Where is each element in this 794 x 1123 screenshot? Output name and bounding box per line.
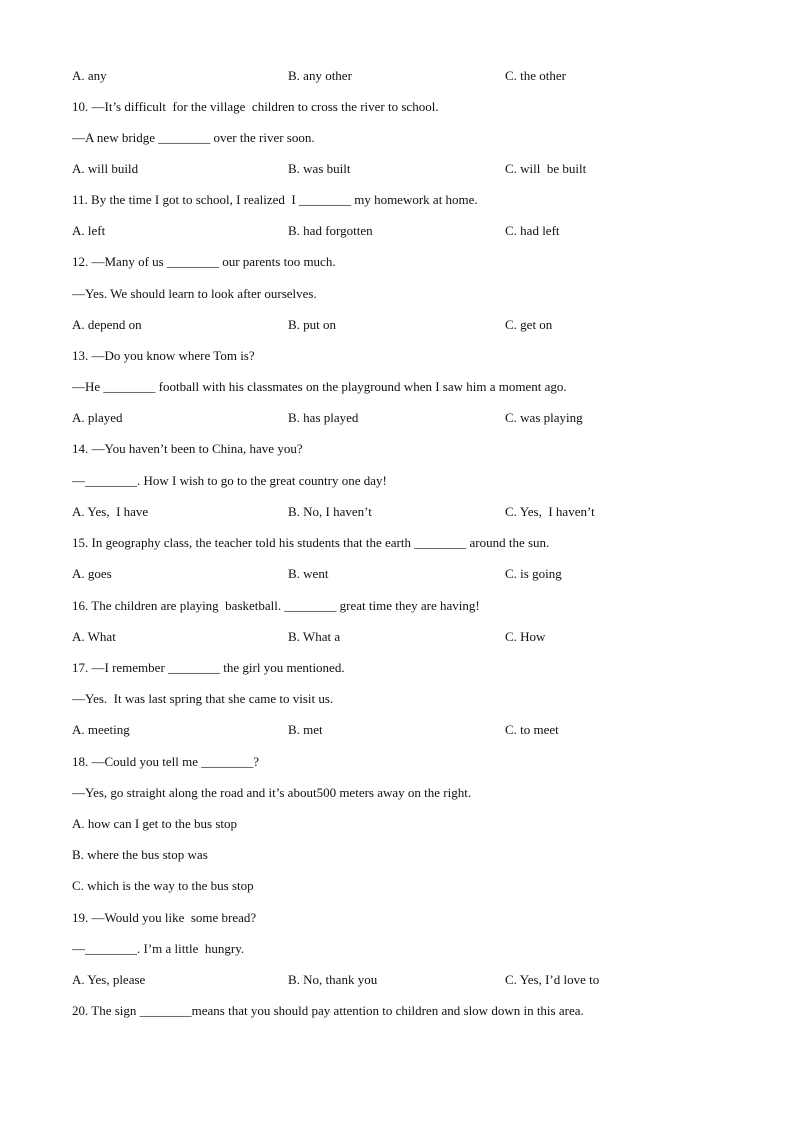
option-a: A. will build xyxy=(72,161,139,176)
option-a: A. goes xyxy=(72,566,112,581)
option-a: A. depend on xyxy=(72,317,142,332)
option-b: B. No, I haven’t xyxy=(288,504,372,519)
option-c: C. get on xyxy=(505,317,553,332)
option-b: B. had forgotten xyxy=(288,223,373,238)
dialogue-line: —________. I’m a little hungry. xyxy=(72,941,245,956)
dialogue-line: —Yes, go straight along the road and it’s about500 meters away on the right. xyxy=(72,785,472,800)
question-line: 13. —Do you know where Tom is? xyxy=(72,348,255,363)
option-c: C. had left xyxy=(505,223,560,238)
dialogue-line: —Yes. It was last spring that she came to visit us. xyxy=(72,691,334,706)
dialogue-line: —Yes. We should learn to look after ourselves. xyxy=(72,286,317,301)
option-a: A. any xyxy=(72,68,107,83)
option-a: A. Yes, I have xyxy=(72,504,149,519)
option-c: C. will be built xyxy=(505,161,587,176)
option-b: B. was built xyxy=(288,161,351,176)
option-b: B. where the bus stop was xyxy=(72,847,208,862)
options-row xyxy=(72,566,732,582)
options-row xyxy=(72,504,732,520)
option-b: B. No, thank you xyxy=(288,972,378,987)
options-row xyxy=(72,722,732,738)
options-row xyxy=(72,410,732,426)
options-row xyxy=(72,161,732,177)
question-line: 20. The sign ________means that you should pay attention to children and slow down in this area. xyxy=(72,1003,584,1018)
option-c: C. was playing xyxy=(505,410,583,425)
question-line: 10. —It’s difficult for the village children to cross the river to school. xyxy=(72,99,439,114)
dialogue-line: —He ________ football with his classmates on the playground when I saw him a moment ago. xyxy=(72,379,567,394)
option-a: A. left xyxy=(72,223,106,238)
option-a: A. Yes, please xyxy=(72,972,146,987)
option-c: C. to meet xyxy=(505,722,559,737)
dialogue-line: —A new bridge ________ over the river soon. xyxy=(72,130,315,145)
dialogue-line: —________. How I wish to go to the great country one day! xyxy=(72,473,387,488)
option-a: A. played xyxy=(72,410,123,425)
option-b: B. went xyxy=(288,566,329,581)
question-line: 19. —Would you like some bread? xyxy=(72,910,257,925)
option-c: C. which is the way to the bus stop xyxy=(72,878,254,893)
option-c: C. Yes, I haven’t xyxy=(505,504,595,519)
option-b: B. put on xyxy=(288,317,337,332)
option-a: A. how can I get to the bus stop xyxy=(72,816,238,831)
question-line: 14. —You haven’t been to China, have you? xyxy=(72,441,303,456)
question-line: 11. By the time I got to school, I realized I ________ my homework at home. xyxy=(72,192,478,207)
option-c: C. the other xyxy=(505,68,567,83)
option-c: C. How xyxy=(505,629,546,644)
options-row xyxy=(72,68,732,84)
options-row xyxy=(72,629,732,645)
option-c: C. is going xyxy=(505,566,562,581)
option-b: B. has played xyxy=(288,410,359,425)
question-line: 12. —Many of us ________ our parents too much. xyxy=(72,254,336,269)
question-line: 18. —Could you tell me ________? xyxy=(72,754,260,769)
option-b: B. met xyxy=(288,722,323,737)
option-b: B. any other xyxy=(288,68,352,83)
option-c: C. Yes, I’d love to xyxy=(505,972,600,987)
option-a: A. What xyxy=(72,629,116,644)
options-row xyxy=(72,223,732,239)
options-row xyxy=(72,317,732,333)
option-b: B. What a xyxy=(288,629,341,644)
question-line: 16. The children are playing basketball. ________ great time they are having! xyxy=(72,598,480,613)
option-a: A. meeting xyxy=(72,722,130,737)
question-line: 17. —I remember ________ the girl you mentioned. xyxy=(72,660,345,675)
question-line: 15. In geography class, the teacher told his students that the earth ________ around the sun. xyxy=(72,535,550,550)
options-row xyxy=(72,972,732,988)
